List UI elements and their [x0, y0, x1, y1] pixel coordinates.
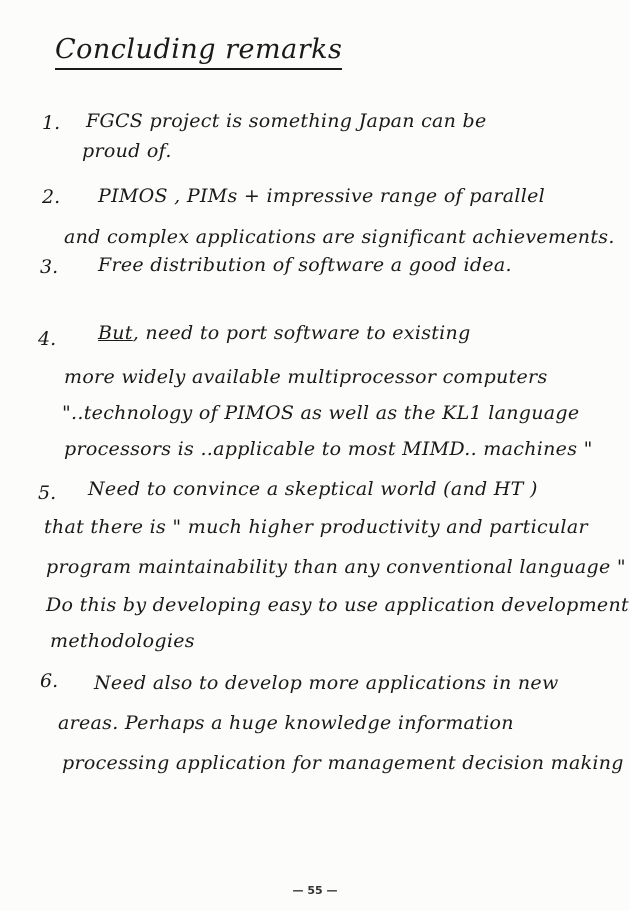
item-line: Do this by developing easy to use application development — [46, 594, 629, 616]
item-number: 6. — [40, 670, 59, 692]
item-line: Need also to develop more applications in new — [94, 672, 559, 694]
item-number: 1. — [42, 112, 61, 134]
item-line: Need to convince a skeptical world (and HT ) — [88, 478, 538, 500]
item-line-first — [98, 322, 471, 345]
item-line: PIMOS , PIMs + impressive range of parallel — [98, 185, 546, 207]
page-title: Concluding remarks — [55, 34, 342, 70]
item-number: 5. — [38, 482, 57, 504]
item-line: more widely available multiprocessor computers — [64, 366, 548, 388]
item-number: 3. — [40, 256, 59, 278]
item-line: processing application for management decision making — [62, 752, 624, 774]
item-line: areas. Perhaps a huge knowledge information — [58, 712, 514, 734]
page-number: — 55 — — [292, 884, 338, 897]
item-line: methodologies — [50, 630, 195, 652]
but-emphasis: But — [98, 322, 133, 344]
item-line: and complex applications are significant achievements. — [64, 226, 615, 248]
item-number: 4. — [38, 328, 57, 350]
item-line: processors is ..applicable to most MIMD.. machines " — [64, 438, 593, 460]
item-line: Free distribution of software a good idea. — [98, 254, 512, 276]
item-line: program maintainability than any conventional language " — [46, 556, 626, 578]
item-line: proud of. — [82, 140, 172, 162]
item-line-rest: , need to port software to existing — [132, 322, 471, 344]
item-line: that there is " much higher productivity and particular — [44, 516, 588, 538]
item-line: "..technology of PIMOS as well as the KL1 language — [62, 402, 580, 424]
item-line: FGCS project is something Japan can be — [86, 110, 487, 132]
item-number: 2. — [42, 186, 61, 208]
